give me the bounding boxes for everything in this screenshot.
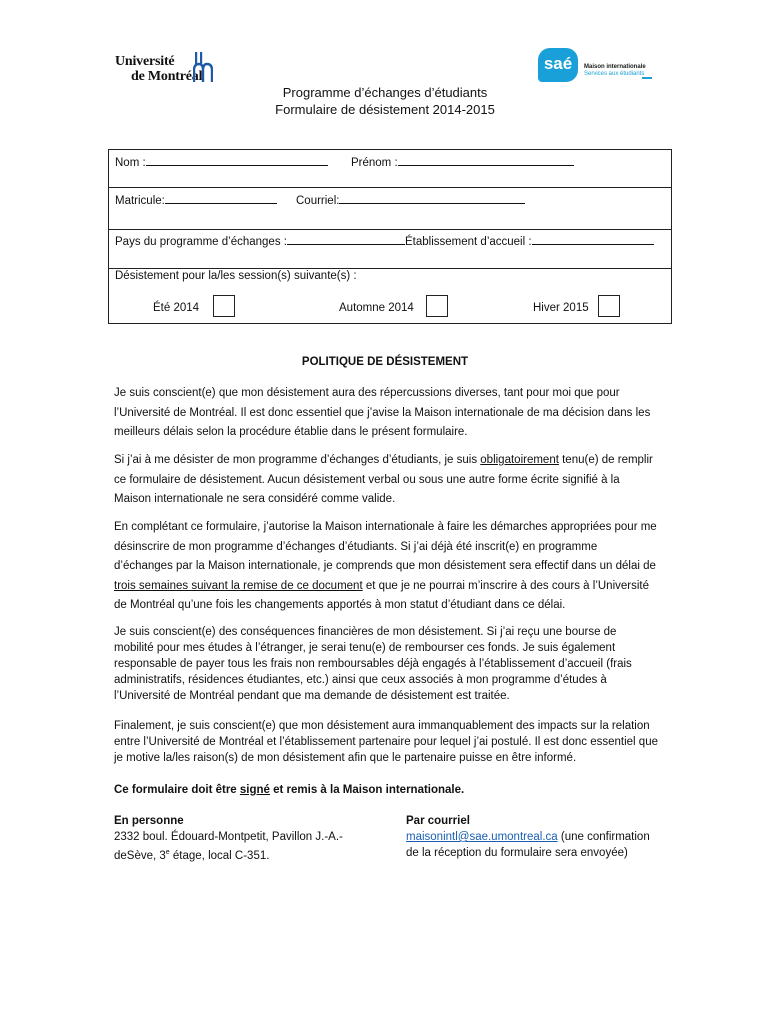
form-row-names — [109, 150, 671, 188]
submission-note — [114, 781, 659, 801]
p3-text-b: et que je ne pourrai m’inscrire à des cours à l’Université de Montréal qu’une fois les changements apportés à mon statut d’étudiant dans ce délai. — [114, 579, 650, 611]
udem-logo — [113, 50, 213, 86]
address-line2-b: étage, local C-351. — [169, 849, 270, 862]
email-line2: de la réception du formulaire sera envoyée) — [406, 847, 628, 859]
policy-paragraph-5: Finalement, je suis conscient(e) que mon désistement aura immanquablement des impacts sur la relation entre l’Université de Montréal et l’établissement partenaire pour lequel j’ai postulé. Il est donc essentiel que je motive la/les raison(s) de mon désistement afin que le partenaire puisse en être informé. — [114, 720, 658, 764]
note-underlined: signé — [239, 784, 270, 796]
document-title: Programme d’échanges d’étudiants — [282, 85, 488, 100]
p2-text-a: Si j’ai à me désister de mon programme d’échanges d’étudiants, je suis — [114, 454, 481, 466]
policy-paragraph-2 — [114, 451, 659, 510]
address-superscript: e — [165, 849, 170, 856]
withdrawal-form — [108, 149, 672, 324]
contact-by-email — [406, 813, 666, 861]
in-person-heading: En personne — [114, 815, 184, 827]
matricule-label: Matricule: — [115, 195, 165, 207]
sae-logo-mark: saé — [538, 48, 578, 82]
p2-text-b: tenu(e) de remplir ce formulaire de désistement. Aucun désistement verbal ou sous une autre forme écrite signifié à la Maison internationale ne sera considéré comme valide. — [114, 454, 653, 505]
sae-logo-line2: Services aux étudiants — [584, 71, 645, 77]
form-row-ids — [109, 188, 671, 230]
policy-paragraph-1: Je suis conscient(e) que mon désistement aura des répercussions diverses, tant pour moi que pour l’Université de Montréal. Il est donc essentiel que j’avise la Maison internationale de ma décision dans les meilleurs délais selon la procédure établie dans le présent formulaire. — [114, 387, 651, 438]
email-heading: Par courriel — [406, 815, 470, 827]
policy-paragraph-4: Je suis conscient(e) des conséquences financières de mon désistement. Si j’ai reçu une bourse de mobilité pour mes études à l’étranger, je serai tenu(e) de rembourser ces fonds. Je suis également responsable de payer tous les frais non remboursables déjà engagés à l’établissement d’accueil (frais administratifs, résidences étudiantes, etc.) ainsi que ceux associés à mon programme d’études à l’Université de Montréal pendant que ma demande de désistement est traitée. — [114, 626, 632, 702]
in-person-address-line2 — [114, 845, 384, 864]
courriel-label: Courriel: — [296, 195, 340, 207]
policy-paragraph-3 — [114, 518, 659, 616]
courriel-line[interactable] — [339, 191, 525, 204]
session-hiver-checkbox[interactable] — [598, 295, 620, 317]
nom-field[interactable] — [115, 153, 328, 169]
nom-line[interactable] — [146, 153, 328, 166]
pays-line[interactable] — [287, 232, 405, 245]
session-automne-label: Automne 2014 — [339, 302, 414, 314]
document-header — [0, 84, 770, 118]
matricule-field[interactable] — [115, 191, 277, 207]
document-subtitle: Formulaire de désistement 2014-2015 — [275, 102, 495, 117]
policy-heading: POLITIQUE DE DÉSISTEMENT — [301, 356, 469, 368]
email-line1-rest: (une confirmation — [557, 831, 650, 843]
note-text-a: Ce formulaire doit être — [114, 784, 240, 796]
form-row-sessions — [109, 269, 671, 323]
prenom-label: Prénom : — [351, 157, 398, 169]
p3-text-a: En complétant ce formulaire, j’autorise la Maison internationale à faire les démarches appropriées pour me désinscrire de mon programme d’échanges d’étudiants. Si j’ai déjà été inscrit(e) en programme d’échanges par la Maison internationale, je comprends que mon désistement sera effectif dans un délai de — [114, 521, 657, 572]
session-hiver-label: Hiver 2015 — [533, 302, 589, 314]
session-ete-checkbox[interactable] — [213, 295, 235, 317]
session-automne-checkbox[interactable] — [426, 295, 448, 317]
udem-logo-line2: de Montréal — [131, 69, 203, 84]
sae-logo — [538, 44, 668, 84]
udem-emblem-icon — [193, 52, 213, 82]
sessions-label: Désistement pour la/les session(s) suivante(s) : — [115, 270, 357, 282]
etablissement-label: Établissement d’accueil : — [405, 236, 532, 248]
p2-underlined: obligatoirement — [480, 454, 559, 466]
p3-underlined: trois semaines suivant la remise de ce document — [114, 579, 363, 592]
form-row-exchange — [109, 230, 671, 269]
email-link[interactable]: maisonintl@sae.umontreal.ca — [406, 831, 558, 843]
prenom-field[interactable] — [351, 153, 574, 169]
courriel-field[interactable] — [296, 191, 525, 207]
contact-in-person — [114, 813, 384, 864]
sae-logo-line1: Maison internationale — [584, 64, 646, 70]
prenom-line[interactable] — [398, 153, 574, 166]
note-text-b: et remis à la Maison internationale. — [269, 784, 465, 796]
in-person-address-line1: 2332 boul. Édouard-Montpetit, Pavillon J.-A.- — [114, 831, 343, 843]
pays-label: Pays du programme d’échanges : — [115, 236, 287, 248]
sae-logo-bar — [642, 77, 652, 79]
email-line1 — [406, 829, 666, 845]
udem-logo-line1: Université — [115, 54, 175, 69]
pays-field[interactable] — [115, 232, 405, 248]
matricule-line[interactable] — [165, 191, 277, 204]
etablissement-field[interactable] — [405, 232, 654, 248]
address-line2-a: deSève, 3 — [114, 849, 166, 862]
nom-label: Nom : — [115, 157, 146, 169]
etablissement-line[interactable] — [532, 232, 654, 245]
session-ete-label: Été 2014 — [153, 302, 200, 314]
